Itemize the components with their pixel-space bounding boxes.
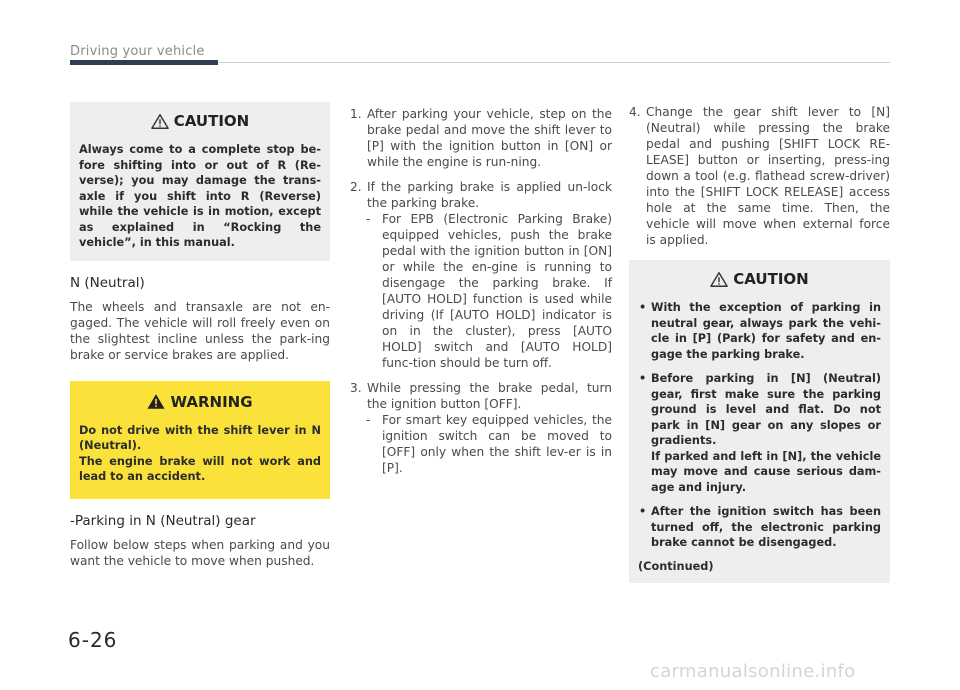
watermark: carmanualsonline.info <box>650 661 856 682</box>
caution-title-text: CAUTION <box>173 112 250 130</box>
step-2: 2. If the parking brake is applied un-lock the parking brake. - For EPB (Electronic Parking Brake) equipped vehicles, push the brake pedal with the ignition button in [ON] or while the en-gine is running to disengage the parking brake. If [AUTO HOLD] function is used while driving (If [AUTO HOLD] indicator is on in the cluster), press [AUTO HOLD] switch and [AUTO HOLD] func-tion should be turn off. <box>350 180 612 370</box>
step-3-subitem: - For smart key equipped vehicles, the ignition switch can be moved to [OFF] only when the shift lev-er is in [P]. <box>366 413 612 475</box>
step-2-subitem: - For EPB (Electronic Parking Brake) equipped vehicles, push the brake pedal with the ignition button in [ON] or while the en-gine is running to disengage the parking brake. If [AUTO HOLD] function is used while driving (If [AUTO HOLD] indicator is on in the cluster), press [AUTO HOLD] switch and [AUTO HOLD] func-tion should be turn off. <box>366 212 612 370</box>
warning-title-text: WARNING <box>170 392 253 411</box>
parking-heading: -Parking in N (Neutral) gear <box>70 512 256 529</box>
caution-box-left <box>70 102 330 261</box>
section-title: Driving your vehicle <box>70 44 205 59</box>
warning-triangle-icon <box>147 393 165 410</box>
warning-title <box>79 393 321 411</box>
parking-text: Follow below steps when parking and you want the vehicle to move when pushed. <box>70 537 330 568</box>
caution-triangle-icon <box>710 271 728 288</box>
caution-body: Always come to a complete stop be-fore shifting into or out of R (Re-verse); you may damage the trans-axle if you shift into R (Reverse) while the vehicle is in motion, except as explained in “Rocking the vehicle”, in this manual. <box>79 143 321 249</box>
neutral-text: The wheels and transaxle are not en-gaged. The vehicle will roll freely even on the slightest incline unless the park-ing brake or service brakes are applied. <box>70 299 330 362</box>
caution-title-text: CAUTION <box>733 270 809 288</box>
caution-triangle-icon <box>151 113 169 130</box>
caution-box-right <box>629 260 890 583</box>
step-1: 1. After parking your vehicle, step on the brake pedal and move the shift lever to [P] with the ignition button in [ON] or while the engine is run-ning. <box>350 107 612 169</box>
warning-box <box>70 381 330 499</box>
warning-body <box>79 423 321 485</box>
continued-label: (Continued) <box>638 559 714 573</box>
header-accent-bar <box>70 60 218 65</box>
caution-bullet-extra: If parked and left in [N], the vehicle may move and cause serious dam-age and injury. <box>651 449 881 494</box>
caution-bullet: • With the exception of parking in neutral gear, always park the vehi-cle in [P] (Park) for safety and en-gage the parking brake. <box>639 301 881 361</box>
caution-title <box>79 112 321 130</box>
caution-bullet: • After the ignition switch has been turned off, the electronic parking brake cannot be disengaged. <box>639 505 881 549</box>
warning-line-2: The engine brake will not work and lead to an accident. <box>79 454 321 483</box>
left-column <box>70 102 330 569</box>
caution-title-right <box>638 270 881 288</box>
header-rule <box>218 62 890 63</box>
right-column <box>629 104 890 583</box>
caution-bullets <box>638 300 881 551</box>
page-number: 6-26 <box>68 628 118 652</box>
step-3: 3. While pressing the brake pedal, turn the ignition button [OFF]. - For smart key equipped vehicles, the ignition switch can be moved to [OFF] only when the shift lev-er is in [P]. <box>350 381 612 475</box>
middle-column <box>350 106 612 485</box>
neutral-heading: N (Neutral) <box>70 274 145 291</box>
step-4: 4. Change the gear shift lever to [N] (Neutral) while pressing the brake pedal and pushing [SHIFT LOCK RE-LEASE] button or inserting, press-ing down a tool (e.g. flathead screw-driver) into the [SHIFT LOCK RELEASE] access hole at the same time. Then, the vehicle will move when external force is applied. <box>629 105 890 247</box>
caution-bullet: • Before parking in [N] (Neutral) gear, first make sure the parking ground is level and flat. Do not park in [N] gear on any slopes or gradients. If parked and left in [N], the vehicle may move and cause serious dam-age and injury. <box>639 372 881 494</box>
warning-line-1: Do not drive with the shift lever in N (Neutral). <box>79 423 321 452</box>
